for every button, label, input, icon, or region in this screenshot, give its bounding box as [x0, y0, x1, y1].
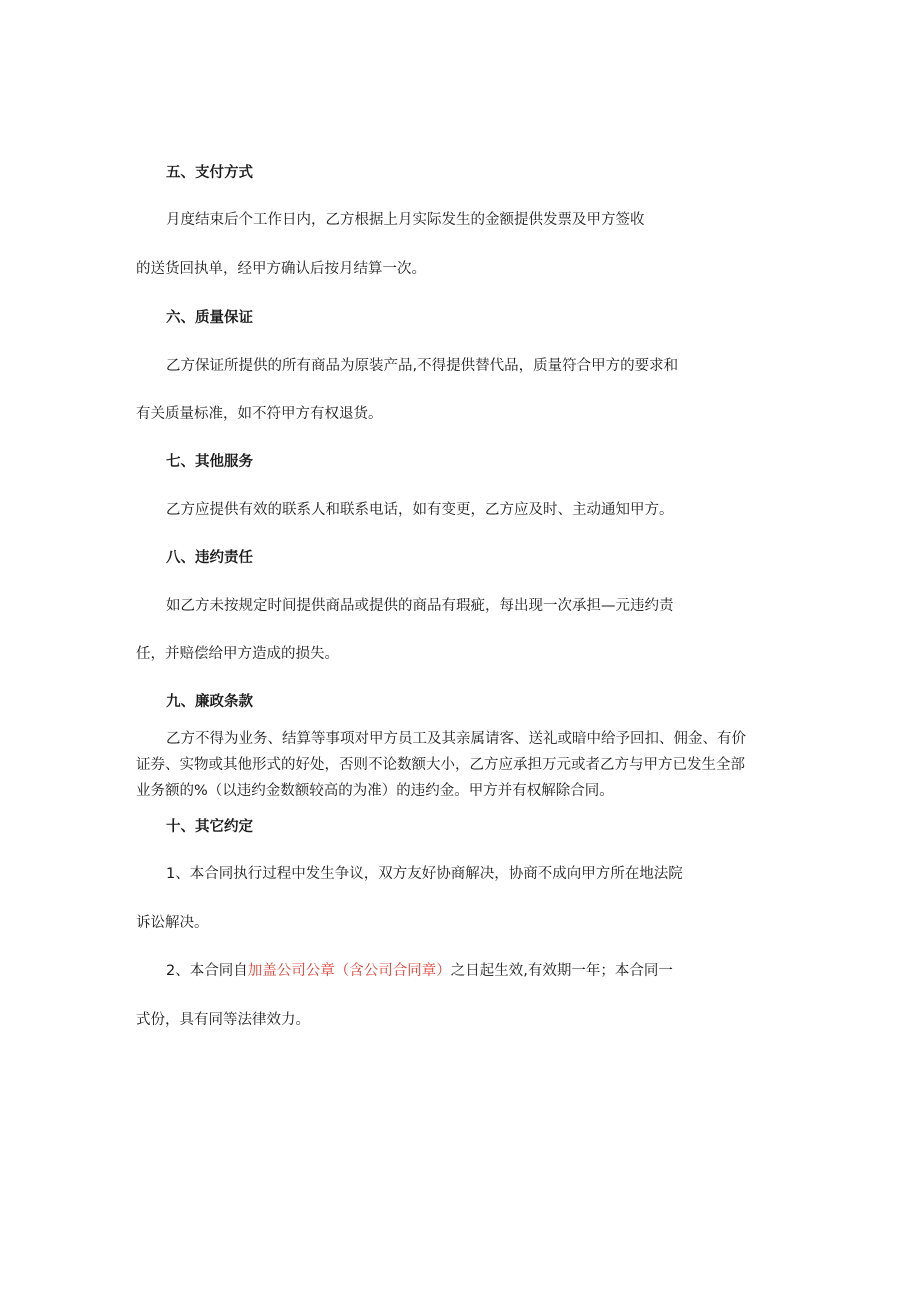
- paragraph-line: 业务额的%（以违约金数额较高的为准）的违约金。甲方并有权解除合同。: [136, 783, 614, 799]
- section-heading-breach: 八、违约责任: [166, 550, 253, 566]
- paragraph-line: 诉讼解决。: [136, 915, 209, 931]
- section-heading-services: 七、其他服务: [166, 454, 253, 470]
- paragraph-line: 式份，具有同等法律效力。: [136, 1012, 310, 1028]
- section-heading-payment: 五、支付方式: [166, 165, 253, 181]
- section-heading-integrity: 九、廉政条款: [166, 694, 253, 710]
- paragraph-line: 的送货回执单，经甲方确认后按月结算一次。: [136, 261, 426, 277]
- paragraph-line: 如乙方未按规定时间提供商品或提供的商品有瑕疵，每出现一次承担—元违约责: [166, 598, 674, 614]
- paragraph-line: 月度结束后个工作日内，乙方根据上月实际发生的金额提供发票及甲方签收: [166, 212, 645, 228]
- paragraph-line: 乙方应提供有效的联系人和联系电话，如有变更，乙方应及时、主动通知甲方。: [166, 502, 674, 518]
- paragraph-line: 1、本合同执行过程中发生争议，双方友好协商解决，协商不成向甲方所在地法院: [166, 866, 683, 882]
- paragraph-line: 乙方保证所提供的所有商品为原装产品,不得提供替代品，质量符合甲方的要求和: [166, 358, 679, 374]
- paragraph-line: 任，并赔偿给甲方造成的损失。: [136, 646, 339, 662]
- section-heading-other: 十、其它约定: [166, 819, 253, 835]
- paragraph-line: 证券、实物或其他形式的好处，否则不论数额大小，乙方应承担万元或者乙方与甲方已发生全部: [136, 757, 745, 773]
- paragraph-line: [166, 962, 673, 980]
- text-segment: 之日起生效,有效期一年；本合同一: [450, 963, 673, 979]
- highlighted-seal-text: 加盖公司公章（含公司合同章）: [247, 963, 451, 979]
- text-segment: 2、本合同自: [166, 963, 248, 979]
- section-heading-quality: 六、质量保证: [166, 310, 253, 326]
- paragraph-line: 有关质量标准，如不符甲方有权退货。: [136, 406, 383, 422]
- paragraph-line: 乙方不得为业务、结算等事项对甲方员工及其亲属请客、送礼或暗中给予回扣、佣金、有价: [166, 731, 746, 747]
